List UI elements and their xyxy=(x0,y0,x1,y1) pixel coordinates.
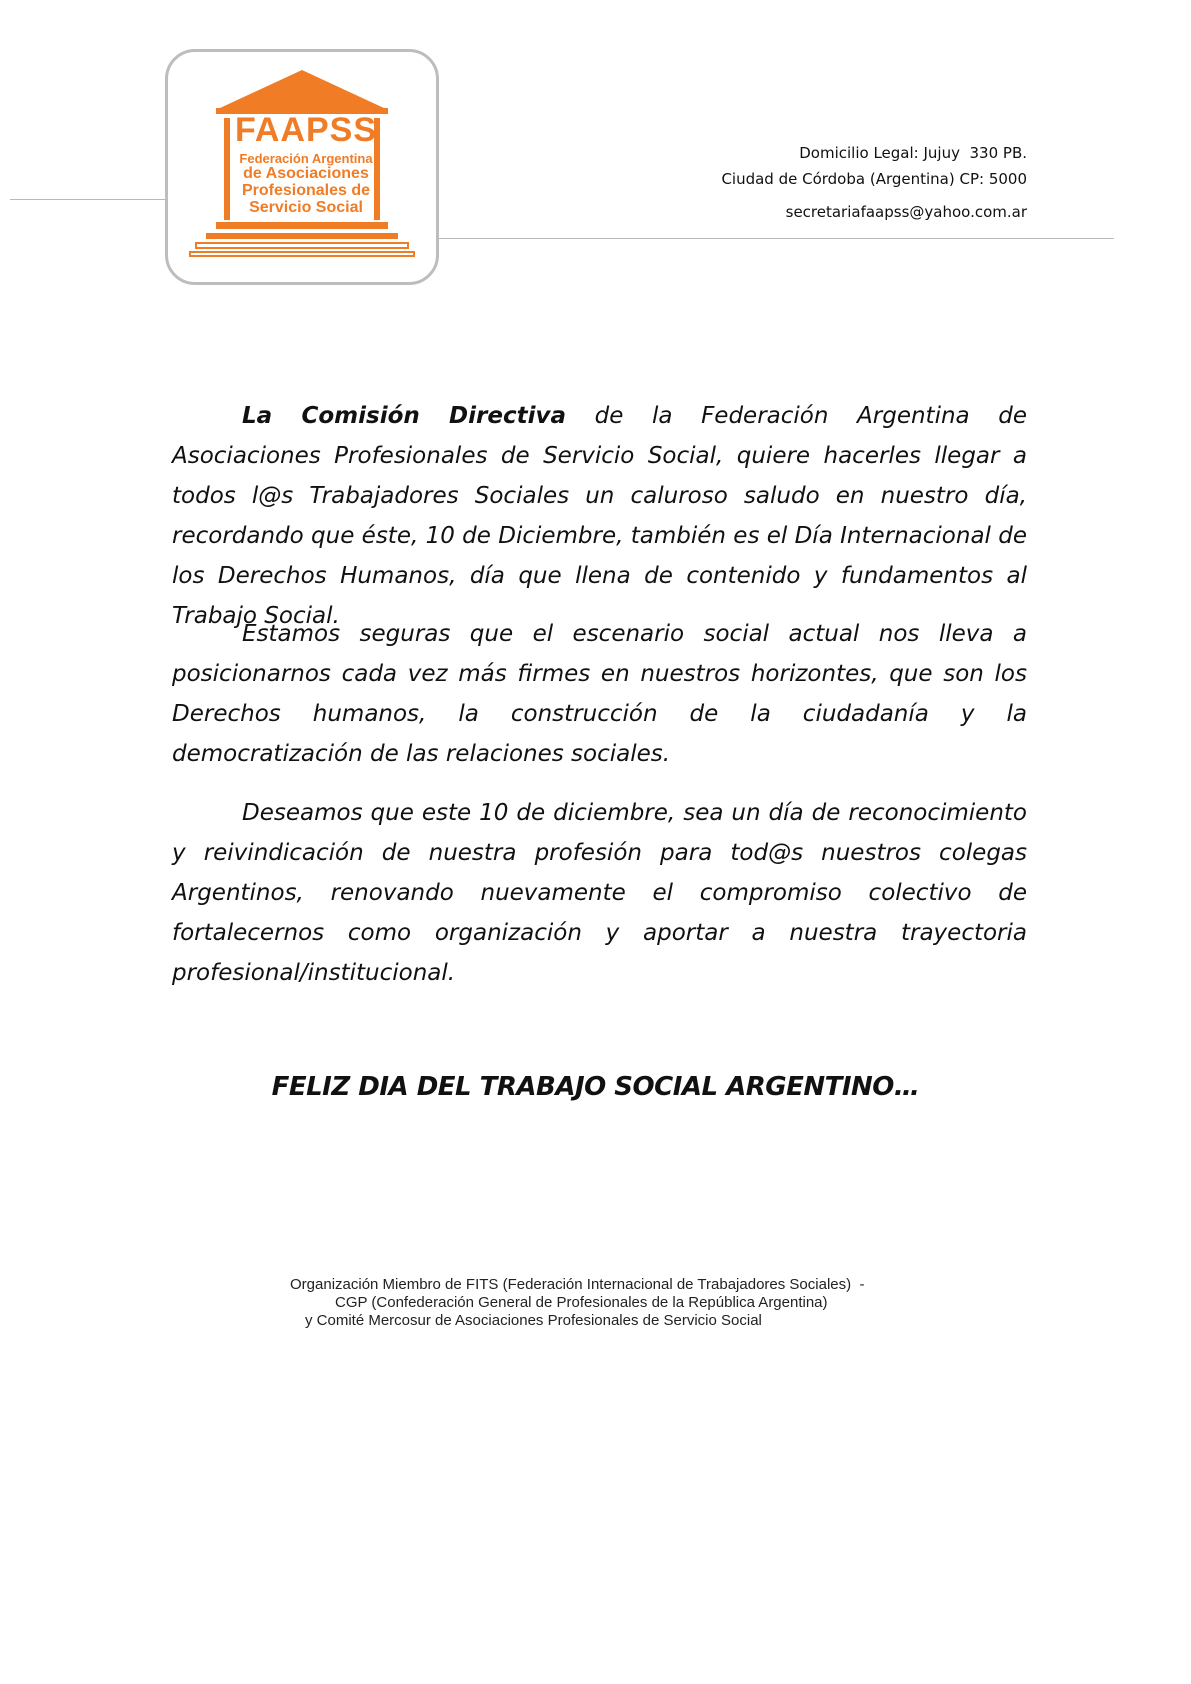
logo-step-1 xyxy=(216,222,388,229)
header-rule-right xyxy=(438,238,1114,239)
footer-line-1: Organización Miembro de FITS (Federación Internacional de Trabajadores Sociales) - xyxy=(290,1276,865,1293)
contact-city: Ciudad de Córdoba (Argentina) CP: 5000 xyxy=(721,170,1027,188)
contact-email: secretariafaapss@yahoo.com.ar xyxy=(785,203,1027,221)
header-rule-left xyxy=(10,199,167,200)
logo-step-4 xyxy=(190,252,414,256)
letter-closing: FELIZ DIA DEL TRABAJO SOCIAL ARGENTINO… xyxy=(271,1072,920,1102)
footer xyxy=(0,1276,1191,1330)
logo-line-1: Federación Argentina xyxy=(239,151,373,166)
contact-address: Domicilio Legal: Jujuy 330 PB. xyxy=(799,144,1027,162)
letter-paragraph-1-text: de la Federación Argentina de Asociaciones Profesionales de Servicio Social, quiere hacerles llegar a todos l@s Trabajadores Sociales un caluroso saludo en nuestro día, recordando que éste, 10 de Diciembre, también es el Día Internacional de los Derechos Humanos, día que llena de contenido y fundamentos al Trabajo Social. xyxy=(172,403,1027,629)
footer-line-3: y Comité Mercosur de Asociaciones Profesionales de Servicio Social xyxy=(305,1312,762,1329)
logo-line-4: Servicio Social xyxy=(249,199,363,216)
letter-paragraph-2 xyxy=(172,614,1027,774)
footer-line-2: CGP (Confederación General de Profesionales de la República Argentina) xyxy=(335,1294,828,1311)
letter-paragraph-3 xyxy=(172,793,1027,993)
letter-paragraph-1 xyxy=(172,396,1027,636)
letter-paragraph-2-text: Estamos seguras que el escenario social actual nos lleva a posicionarnos cada vez más firmes en nuestros horizontes, que son los Derechos humanos, la construcción de la ciudadanía y la democratización de las relaciones sociales. xyxy=(172,621,1027,767)
faapss-logo xyxy=(165,49,439,285)
logo-step-2 xyxy=(206,233,398,239)
logo-roof xyxy=(220,70,384,108)
letter-lead: La Comisión Directiva xyxy=(242,403,567,429)
logo-line-3: Profesionales de xyxy=(241,182,371,199)
logo-line-2: de Asociaciones xyxy=(243,165,369,182)
letter-paragraph-3-text: Deseamos que este 10 de diciembre, sea un día de reconocimiento y reivindicación de nuestra profesión para tod@s nuestros colegas Argentinos, renovando nuevamente el compromiso colectivo de fortalecernos como organización y aportar a nuestra trayectoria profesional/institucional. xyxy=(172,800,1027,986)
logo-step-3 xyxy=(196,243,408,248)
logo-acronym: FAAPSS xyxy=(234,111,378,149)
